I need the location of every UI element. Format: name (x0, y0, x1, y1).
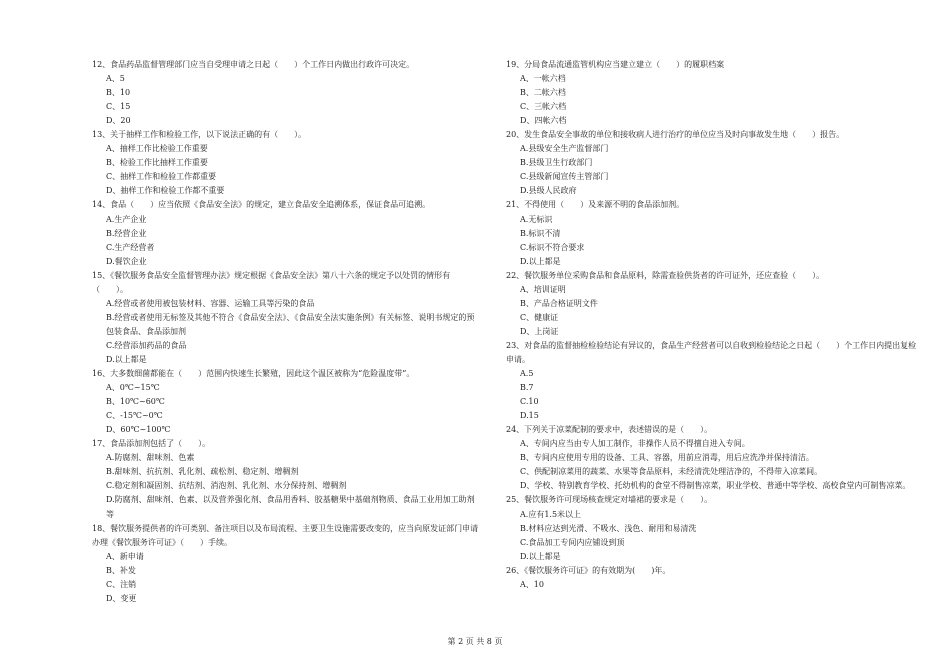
option-d: D.以上都是 (520, 256, 561, 266)
option-d: D.以上都是 (520, 551, 561, 561)
option-a: A.县级安全生产监督部门 (520, 144, 609, 154)
question-18 (92, 522, 482, 606)
question-stem: 25、餐饮服务许可现场核查规定对墙裙的要求是（ ）。 (506, 495, 713, 505)
question-15 (92, 269, 482, 367)
option-b: B、10℃~60℃ (106, 397, 165, 407)
option-b: B.材料应达到光滑、不吸水、浅色、耐用和易清洗 (520, 523, 697, 533)
question-13 (92, 128, 482, 198)
option-c: C.标识不符合要求 (520, 242, 585, 252)
option-d: D、抽样工作和检验工作都不重要 (106, 186, 225, 196)
option-a: A、新申请 (106, 551, 144, 561)
option-c: C、抽样工作和检验工作都重要 (106, 172, 217, 182)
option-b: B.县级卫生行政部门 (520, 158, 593, 168)
option-c: C.食品加工专间内应铺设到顶 (520, 537, 625, 547)
question-stem: 24、下列关于凉菜配制的要求中，表述错误的是（ ）。 (506, 425, 713, 435)
option-c: C.经营添加药品的食品 (106, 340, 187, 350)
option-a: A.5 (520, 369, 534, 379)
question-stem: 17、食品添加剂包括了（ ）。 (92, 439, 211, 449)
option-a: A.应有1.5米以上 (520, 509, 582, 519)
option-a: A、培训证明 (520, 284, 566, 294)
question-19 (506, 58, 918, 128)
option-d: D.防腐剂、甜味剂、色素、以及营养强化剂、食品用香料、胶基糖果中基础剂物质、食品工业用加工助剂等 (106, 495, 475, 519)
question-stem: 20、发生食品安全事故的单位和接收病人进行治疗的单位应当及时向事故发生地（ ）报告。 (506, 130, 845, 140)
option-c: C.稳定剂和凝固剂、抗结剂、消泡剂、乳化剂、水分保持剂、增稠剂 (106, 481, 347, 491)
option-b: B、补发 (106, 565, 136, 575)
option-b: B、产品合格证明文件 (520, 298, 598, 308)
option-c: C、15 (106, 102, 131, 112)
question-21 (506, 198, 918, 268)
option-d: D、变更 (106, 593, 137, 603)
right-column (506, 58, 918, 592)
option-b: B.甜味剂、抗抗剂、乳化剂、疏松剂、稳定剂、增稠剂 (106, 467, 299, 477)
option-d: D、上岗证 (520, 326, 559, 336)
option-c: C.县级新闻宣传主管部门 (520, 172, 609, 182)
question-stem: 18、餐饮服务提供者的许可类别、备注项目以及布局流程、主要卫生设施需要改变的，应当向原发证部门申请办理《餐饮服务许可证》（ ）手续。 (92, 523, 479, 547)
option-c: C、三帐六档 (520, 102, 567, 112)
question-stem: 15、《餐饮服务食品安全监督管理办法》规定根据《食品安全法》第八十六条的规定予以处罚的情形有（ ）。 (92, 270, 451, 294)
question-17 (92, 437, 482, 521)
left-column (92, 58, 482, 606)
option-a: A、10 (520, 579, 544, 589)
question-25 (506, 493, 918, 563)
question-stem: 22、餐饮服务单位采购食品和食品原料，除需查验供货者的许可证外，还应查验（ ）。 (506, 270, 825, 280)
option-c: C、健康证 (520, 312, 559, 322)
option-d: D.以上都是 (106, 354, 147, 364)
option-a: A.防腐剂、甜味剂、色素 (106, 453, 195, 463)
option-c: C、供配制凉菜用的蔬菜、水果等食品原料，未经清洗处理洁净的，不得带入凉菜间。 (520, 467, 823, 477)
option-b: B、检验工作比抽样工作重要 (106, 158, 208, 168)
option-c: C.生产经营者 (106, 242, 155, 252)
option-d: D.县级人民政府 (520, 186, 577, 196)
page-number: 第 2 页 共 8 页 (447, 637, 503, 646)
question-stem: 16、大多数细菌都能在（ ）范围内快速生长繁殖，因此这个温区被称为“危险温度带”。 (92, 369, 415, 379)
option-a: A.经营或者使用被包装材料、容器、运输工具等污染的食品 (106, 298, 315, 308)
question-12 (92, 58, 482, 128)
question-22 (506, 269, 918, 339)
option-c: C.10 (520, 397, 539, 407)
option-c: C、-15℃~0℃ (106, 411, 163, 421)
question-stem: 26、《餐饮服务许可证》的有效期为( )年。 (506, 565, 671, 575)
question-stem: 14、食品（ ）应当依照《食品安全法》的规定，建立食品安全追溯体系，保证食品可追溯。 (92, 200, 431, 210)
option-a: A.生产企业 (106, 214, 147, 224)
option-b: B.经营企业 (106, 228, 147, 238)
question-24 (506, 423, 918, 493)
question-26 (506, 564, 918, 592)
option-b: B.7 (520, 383, 534, 393)
option-a: A.无标识 (520, 214, 553, 224)
option-a: A、抽样工作比检验工作重要 (106, 144, 208, 154)
question-stem: 23、对食品的监督抽检检验结论有异议的，食品生产经营者可以自收到检验结论之日起（ ）个工作日内提出复检申请。 (506, 340, 917, 364)
question-stem: 21、不得使用（ ）及来源不明的食品添加剂。 (506, 200, 685, 210)
option-d: D、60℃~100℃ (106, 425, 171, 435)
option-a: A、一帐六档 (520, 74, 566, 84)
option-d: D、20 (106, 116, 131, 126)
option-b: B、二帐六档 (520, 88, 566, 98)
option-d: D、学校、特别教育学校、托幼机构的食堂不得制售凉菜，职业学校、普通中等学校、高校食堂内可制售凉菜。 (520, 481, 911, 491)
question-23 (506, 339, 918, 423)
option-b: B.经营或者使用无标签及其他不符合《食品安全法》、《食品安全法实施条例》有关标签、说明书规定的预包装食品、食品添加剂 (106, 312, 475, 336)
option-d: D.15 (520, 411, 539, 421)
option-b: B、专间内应使用专用的设备、工具、容器，用前应消毒，用后应洗净并保持清洁。 (520, 453, 814, 463)
question-stem: 19、分局食品流通监管机构应当建立建立（ ）的履职档案 (506, 60, 725, 69)
question-16 (92, 367, 482, 437)
question-stem: 12、食品药品监督管理部门应当自受理申请之日起（ ）个工作日内做出行政许可决定。 (92, 60, 415, 69)
option-b: B、10 (106, 88, 131, 98)
option-b: B.标识不清 (520, 228, 561, 238)
question-stem: 13、关于抽样工作和检验工作，以下说法正确的有（ ）。 (92, 130, 307, 140)
option-a: A、专间内应当由专人加工制作，非操作人员不得擅自进入专间。 (520, 439, 750, 449)
option-d: D.餐饮企业 (106, 256, 147, 266)
option-d: D、四帐六档 (520, 116, 567, 126)
question-20 (506, 128, 918, 198)
option-a: A、5 (106, 74, 125, 84)
option-c: C、注销 (106, 579, 137, 589)
question-14 (92, 198, 482, 268)
option-a: A、0℃~15℃ (106, 383, 160, 393)
